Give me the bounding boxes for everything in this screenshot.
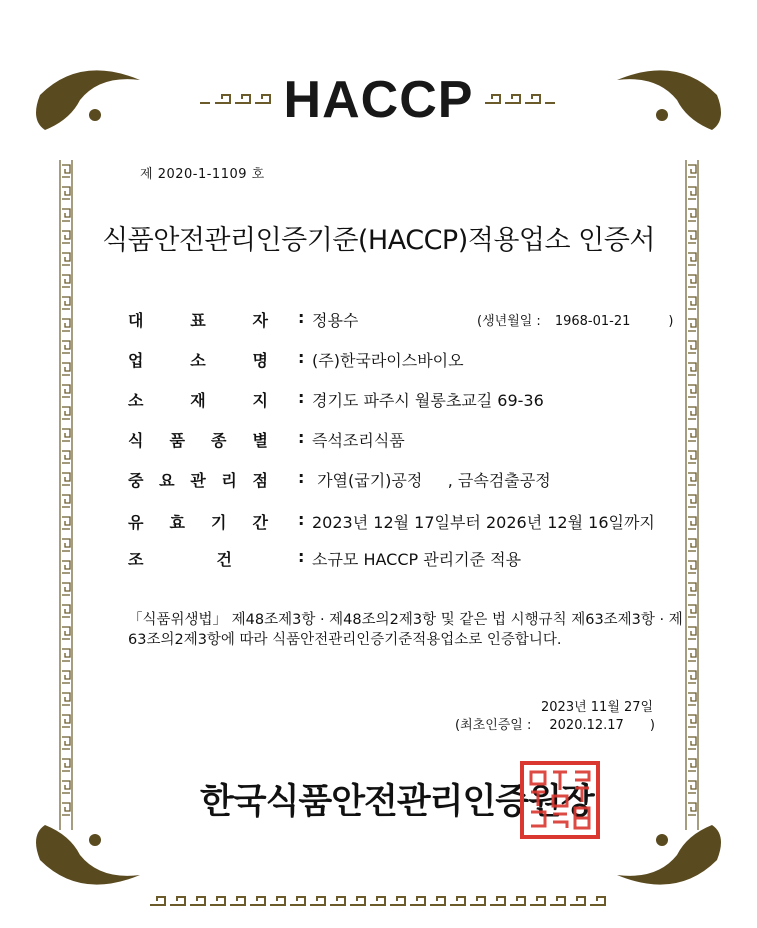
field-label-char: 효	[169, 513, 185, 532]
border-key	[62, 539, 70, 551]
border-key	[62, 649, 70, 661]
bottom-key	[310, 897, 325, 905]
field-label-char: 간	[252, 513, 268, 532]
border-key	[62, 473, 70, 485]
bottom-key	[550, 897, 565, 905]
border-key	[62, 759, 70, 771]
field-label-char: 소	[128, 391, 144, 410]
field-label-char: 관	[190, 471, 206, 490]
birth-label: (생년월일 :	[477, 314, 541, 329]
field-label-char: 품	[169, 431, 185, 450]
border-key	[62, 165, 70, 177]
field-row	[128, 388, 688, 412]
bottom-key	[210, 897, 225, 905]
border-key	[62, 319, 70, 331]
first-cert-label: (최초인증일 :	[455, 718, 532, 733]
birth-date	[477, 310, 673, 329]
birth-value: 1968-01-21	[554, 314, 631, 329]
border-key	[688, 407, 696, 419]
bottom-key	[450, 897, 465, 905]
field-label	[128, 388, 268, 411]
bottom-key	[430, 897, 445, 905]
border-key	[62, 297, 70, 309]
field-colon: :	[298, 348, 305, 367]
bottom-key	[150, 897, 165, 905]
field-label-char: 대	[128, 311, 144, 330]
border-key	[62, 517, 70, 529]
bottom-key	[390, 897, 405, 905]
border-key	[688, 737, 696, 749]
field-label	[128, 348, 268, 371]
border-key	[62, 781, 70, 793]
bottom-key	[270, 897, 285, 905]
field-row	[128, 348, 688, 372]
field-label-char: 식	[128, 431, 144, 450]
field-label-char: 업	[128, 351, 144, 370]
field-label-char: 점	[252, 471, 268, 490]
official-seal-icon	[519, 760, 601, 840]
bottom-key	[170, 897, 185, 905]
field-label-char: 기	[211, 513, 227, 532]
border-key	[62, 693, 70, 705]
bottom-key	[570, 897, 585, 905]
border-key	[688, 649, 696, 661]
field-label-char: 요	[159, 471, 175, 490]
bottom-key	[470, 897, 485, 905]
border-key	[688, 583, 696, 595]
field-row	[128, 547, 688, 571]
field-value: (주)한국라이스바이오	[312, 351, 464, 370]
field-label	[128, 510, 268, 533]
bottom-key	[250, 897, 265, 905]
border-key	[62, 671, 70, 683]
issuer-name: 한국식품안전관리인증원장	[200, 782, 594, 822]
field-value: 정용수	[312, 311, 359, 330]
certificate-title: 식품안전관리인증기준(HACCP)적용업소 인증서	[102, 225, 655, 256]
border-key	[688, 605, 696, 617]
field-value: 2023년 12월 17일부터 2026년 12월 16일까지	[312, 513, 655, 532]
field-label-char: 중	[128, 471, 144, 490]
field-label-char: 자	[252, 311, 268, 330]
bottom-key	[490, 897, 505, 905]
bottom-key	[290, 897, 305, 905]
field-label	[128, 468, 268, 491]
border-key	[62, 385, 70, 397]
border-key	[62, 407, 70, 419]
border-key	[688, 187, 696, 199]
border-key	[688, 275, 696, 287]
field-label-char: 건	[216, 550, 232, 569]
bottom-key	[590, 897, 605, 905]
border-key	[62, 627, 70, 639]
bottom-key	[410, 897, 425, 905]
field-colon: :	[298, 468, 305, 487]
border-key	[688, 693, 696, 705]
field-row	[128, 510, 688, 534]
border-key	[62, 605, 70, 617]
border-key	[62, 451, 70, 463]
field-label	[128, 428, 268, 451]
border-key	[688, 429, 696, 441]
bottom-key	[350, 897, 365, 905]
border-key	[62, 715, 70, 727]
field-colon: :	[298, 510, 305, 529]
border-key	[688, 297, 696, 309]
field-value: 가열(굽기)공정 , 금속검출공정	[312, 471, 551, 490]
field-colon: :	[298, 547, 305, 566]
field-label-char: 조	[128, 550, 144, 569]
issue-date: 2023년 11월 27일	[541, 700, 654, 715]
border-key	[688, 341, 696, 353]
legal-basis-text: 「식품위생법」 제48조제3항 · 제48조의2제3항 및 같은 법 시행규칙 제63조제3항 · 제63조의2제3항에 따라 식품안전관리인증기준적용업소로 인증합니다.	[128, 612, 683, 648]
border-key	[62, 803, 70, 815]
field-label-char: 유	[128, 513, 144, 532]
field-label-char: 리	[221, 471, 237, 490]
border-key	[688, 561, 696, 573]
field-label-char: 종	[211, 431, 227, 450]
border-key	[62, 495, 70, 507]
border-key	[688, 715, 696, 727]
field-value: 소규모 HACCP 관리기준 적용	[312, 550, 522, 569]
border-key	[688, 539, 696, 551]
field-row	[128, 428, 688, 452]
field-label-char: 소	[190, 351, 206, 370]
first-certification-date	[455, 714, 655, 733]
border-key	[62, 429, 70, 441]
border-key	[688, 671, 696, 683]
border-key	[62, 187, 70, 199]
certificate-number: 제 2020-1-1109 호	[140, 167, 265, 182]
field-colon: :	[298, 388, 305, 407]
field-colon: :	[298, 308, 305, 327]
bottom-key	[530, 897, 545, 905]
field-label-char: 별	[252, 431, 268, 450]
border-key	[62, 341, 70, 353]
field-label-char: 명	[252, 351, 268, 370]
bottom-meander	[150, 897, 605, 905]
border-key	[688, 781, 696, 793]
bottom-key	[230, 897, 245, 905]
border-key	[688, 759, 696, 771]
birth-close: )	[668, 314, 674, 329]
field-label	[128, 547, 232, 570]
bottom-key	[370, 897, 385, 905]
bottom-key	[190, 897, 205, 905]
border-key	[688, 319, 696, 331]
bottom-key	[510, 897, 525, 905]
first-cert-close: )	[649, 718, 655, 733]
border-key	[62, 583, 70, 595]
border-key	[62, 561, 70, 573]
border-key	[688, 165, 696, 177]
border-key	[688, 473, 696, 485]
border-key	[688, 517, 696, 529]
field-label-char: 재	[190, 391, 206, 410]
border-key	[688, 495, 696, 507]
field-label	[128, 308, 268, 331]
border-key	[688, 385, 696, 397]
field-value: 경기도 파주시 월롱초교길 69-36	[312, 391, 544, 410]
border-key	[62, 737, 70, 749]
border-key	[688, 627, 696, 639]
field-row	[128, 468, 688, 492]
haccp-logo: HACCP	[283, 71, 474, 129]
border-key	[62, 275, 70, 287]
border-key	[688, 803, 696, 815]
first-cert-value: 2020.12.17	[549, 718, 624, 733]
border-key	[688, 363, 696, 375]
bottom-key	[330, 897, 345, 905]
border-key	[688, 451, 696, 463]
field-label-char: 표	[190, 311, 206, 330]
field-value: 즉석조리식품	[312, 431, 405, 450]
field-colon: :	[298, 428, 305, 447]
border-key	[62, 363, 70, 375]
field-label-char: 지	[252, 391, 268, 410]
